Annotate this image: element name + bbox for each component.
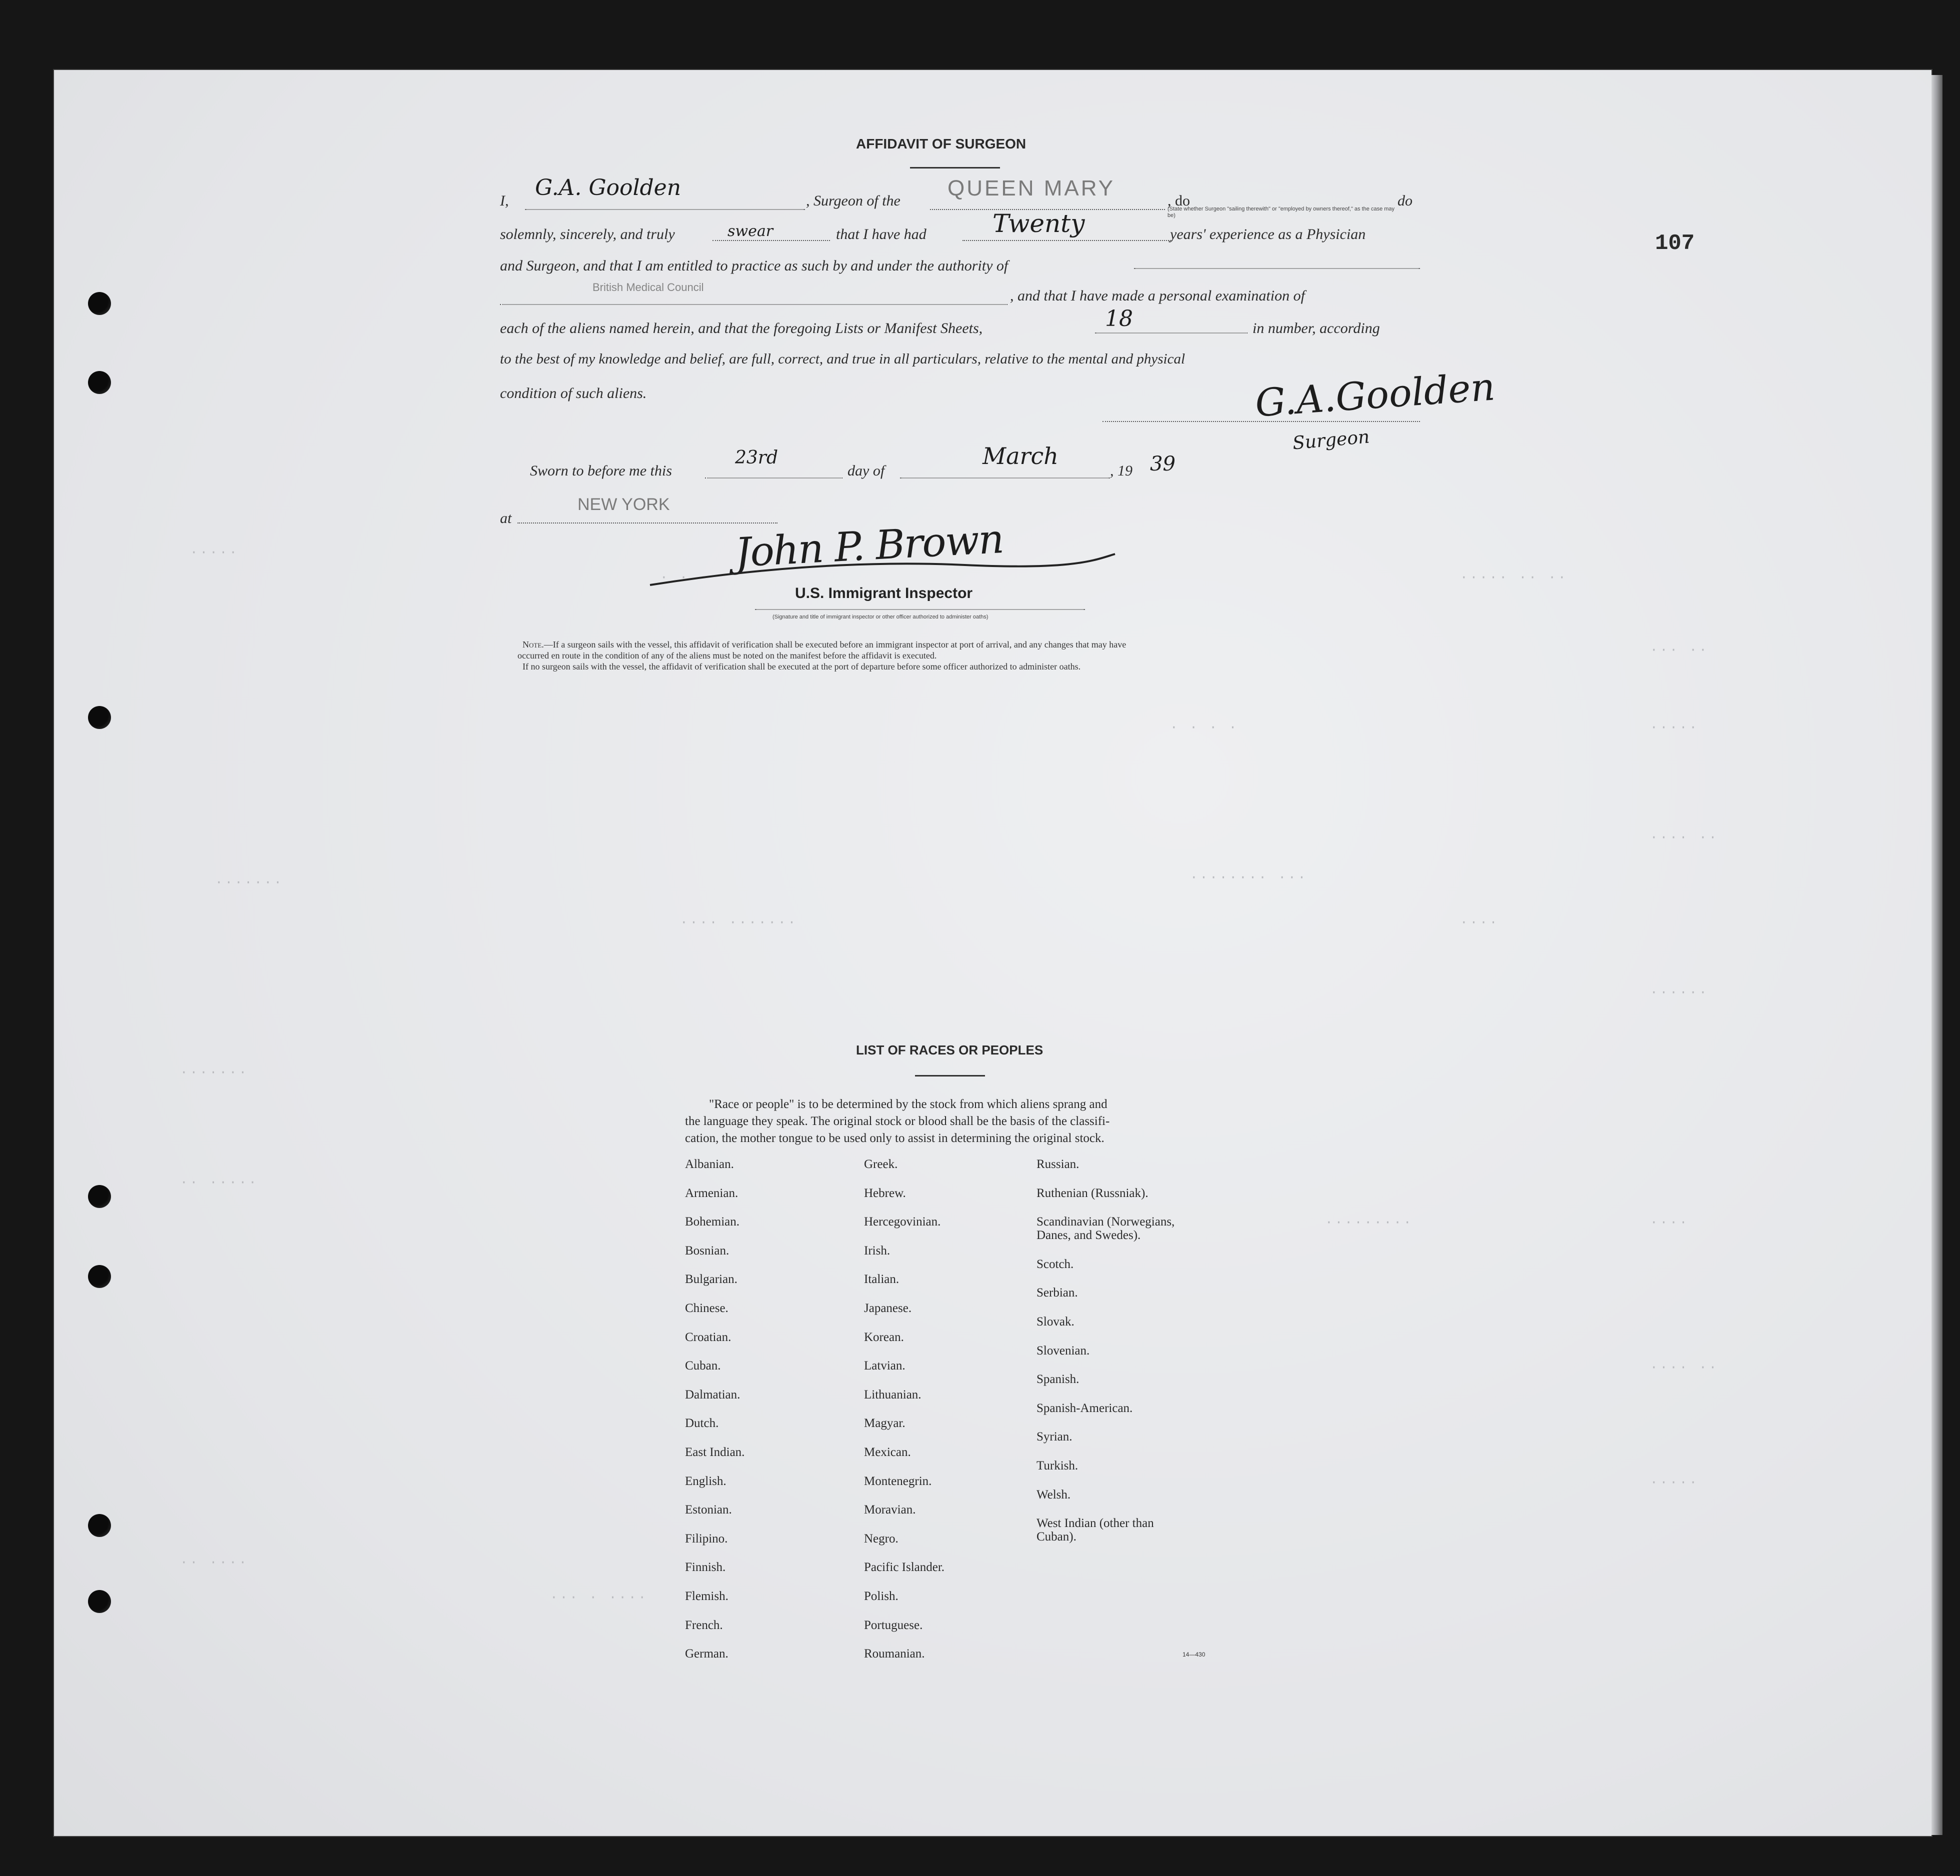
race-item: Estonian. bbox=[685, 1503, 732, 1517]
race-item: Albanian. bbox=[685, 1158, 734, 1171]
race-item: Scandinavian (Norwegians, bbox=[1036, 1215, 1175, 1229]
note-line3: If no surgeon sails with the vessel, the affidavit of verification shall be executed at the port of departure before some officer authorized to administer oaths. bbox=[522, 662, 1081, 672]
race-item: Moravian. bbox=[864, 1503, 916, 1517]
races-intro bbox=[685, 1096, 1110, 1147]
note-label: Note. bbox=[522, 640, 544, 650]
race-item: Hercegovinian. bbox=[864, 1215, 941, 1229]
punch-hole bbox=[88, 1265, 111, 1288]
race-item: Slovenian. bbox=[1036, 1344, 1090, 1358]
inspector-title: U.S. Immigrant Inspector bbox=[795, 585, 973, 602]
line1-end: , do bbox=[1168, 192, 1190, 209]
race-item: Japanese. bbox=[864, 1302, 912, 1315]
punch-hole bbox=[88, 1185, 111, 1208]
race-item: Korean. bbox=[864, 1330, 904, 1344]
races-intro-line1: "Race or people" is to be determined by the stock from which aliens sprang and bbox=[709, 1098, 1108, 1111]
note-line1 bbox=[522, 639, 1126, 650]
punch-hole bbox=[88, 706, 111, 729]
race-item: Chinese. bbox=[685, 1302, 728, 1315]
line2-end: years' experience as a Physician bbox=[1170, 226, 1366, 242]
years-value: Twenty bbox=[992, 209, 1085, 238]
form-number: 14—430 bbox=[1182, 1651, 1206, 1658]
races-title: LIST OF RACES OR PEOPLES bbox=[856, 1042, 1044, 1058]
punch-hole bbox=[88, 1514, 111, 1537]
authority-rule-b bbox=[500, 304, 1008, 305]
inspector-signature: John P. Brown bbox=[734, 516, 1004, 576]
race-item: Finnish. bbox=[685, 1560, 726, 1574]
years-rule bbox=[962, 240, 1172, 241]
race-item: Turkish. bbox=[1036, 1459, 1078, 1472]
race-item: East Indian. bbox=[685, 1446, 745, 1459]
race-item: Italian. bbox=[864, 1272, 900, 1286]
race-item: Welsh. bbox=[1036, 1488, 1071, 1502]
affidavit-title: AFFIDAVIT OF SURGEON bbox=[856, 136, 1026, 152]
title-underline bbox=[910, 167, 1000, 168]
at-label: at bbox=[500, 510, 512, 526]
line1-mid: , Surgeon of the bbox=[806, 192, 900, 209]
signature-flourish bbox=[645, 550, 1120, 590]
surgeon-signature-title: Surgeon bbox=[1292, 426, 1370, 454]
race-item: Roumanian. bbox=[864, 1647, 925, 1661]
manifest-sheet bbox=[54, 70, 1932, 1836]
race-item: Negro. bbox=[864, 1532, 898, 1546]
line5-pre: each of the aliens named herein, and that the foregoing Lists or Manifest Sheets, bbox=[500, 320, 983, 336]
day-of: day of bbox=[848, 462, 885, 479]
race-item: English. bbox=[685, 1474, 726, 1488]
verification-note bbox=[518, 639, 1126, 672]
race-item: Spanish. bbox=[1036, 1372, 1080, 1386]
surgeon-name-rule bbox=[525, 209, 805, 210]
race-item: Syrian. bbox=[1036, 1430, 1072, 1444]
line2-pre: solemnly, sincerely, and truly bbox=[500, 226, 675, 242]
race-item: Dutch. bbox=[685, 1416, 719, 1430]
race-item: Bulgarian. bbox=[685, 1272, 738, 1286]
race-item: Spanish-American. bbox=[1036, 1401, 1133, 1415]
races-title-underline bbox=[915, 1075, 985, 1076]
punch-hole bbox=[88, 292, 111, 315]
race-item: Cuban). bbox=[1036, 1530, 1076, 1544]
surgeon-name: G.A. Goolden bbox=[535, 175, 682, 200]
race-item: Russian. bbox=[1036, 1158, 1080, 1171]
race-item: Portuguese. bbox=[864, 1618, 923, 1632]
punch-hole bbox=[88, 1590, 111, 1613]
race-item: Cuban. bbox=[685, 1359, 721, 1373]
race-item: Armenian. bbox=[685, 1186, 738, 1200]
oath-word: swear bbox=[728, 222, 774, 240]
do-word: do bbox=[1398, 192, 1412, 209]
race-item: German. bbox=[685, 1647, 728, 1661]
sheet-edge bbox=[1932, 75, 1942, 1835]
race-item: Polish. bbox=[864, 1590, 898, 1603]
vessel-note-text: (State whether Surgeon "sailing therewith" or "employed by owners thereof," as the case may be) bbox=[1168, 206, 1395, 218]
race-item: Greek. bbox=[864, 1158, 898, 1171]
page-number: 107 bbox=[1655, 231, 1695, 256]
sworn-pre: Sworn to before me this bbox=[530, 462, 672, 479]
sworn-day: 23rd bbox=[735, 448, 778, 468]
line2-mid: that I have had bbox=[836, 226, 926, 242]
race-item: West Indian (other than bbox=[1036, 1516, 1154, 1530]
note-line2: occurred en route in the condition of any of the aliens must be noted on the manifest before the affidavit is executed. bbox=[518, 650, 937, 660]
location-rule bbox=[518, 522, 778, 524]
sworn-month: March bbox=[982, 442, 1058, 470]
line4-end: , and that I have made a personal examination of bbox=[1010, 288, 1305, 304]
authority-value: British Medical Council bbox=[592, 281, 704, 294]
line7: condition of such aliens. bbox=[500, 385, 647, 402]
line5-end: in number, according bbox=[1252, 320, 1380, 336]
race-item: Serbian. bbox=[1036, 1286, 1078, 1300]
race-item: Bosnian. bbox=[685, 1244, 730, 1258]
race-item: Flemish. bbox=[685, 1590, 728, 1603]
race-item: Magyar. bbox=[864, 1416, 906, 1430]
sworn-year: 39 bbox=[1150, 452, 1176, 476]
oath-rule bbox=[712, 240, 830, 241]
vessel-name: QUEEN MARY bbox=[948, 176, 1116, 200]
year-prefix: , 19 bbox=[1110, 462, 1132, 479]
race-item: Montenegrin. bbox=[864, 1474, 932, 1488]
race-item: Hebrew. bbox=[864, 1186, 906, 1200]
races-intro-line3: cation, the mother tongue to be used only to assist in determining the original stock. bbox=[685, 1132, 1104, 1145]
sheets-value: 18 bbox=[1105, 306, 1133, 332]
race-item: Scotch. bbox=[1036, 1257, 1074, 1271]
authority-rule-a bbox=[1134, 268, 1420, 269]
line3: and Surgeon, and that I am entitled to practice as such by and under the authority of bbox=[500, 258, 1008, 274]
line1-pre: I, bbox=[500, 192, 509, 209]
punch-hole bbox=[88, 371, 111, 394]
vessel-note bbox=[1168, 206, 1398, 219]
surgeon-signature: G.A.Goolden bbox=[1254, 364, 1496, 426]
signature-flourish-stroke bbox=[650, 554, 1115, 585]
race-item: Latvian. bbox=[864, 1359, 906, 1373]
race-item: Bohemian. bbox=[685, 1215, 740, 1229]
race-item: Mexican. bbox=[864, 1446, 911, 1459]
sheets-rule bbox=[1095, 332, 1248, 334]
line6: to the best of my knowledge and belief, are full, correct, and true in all particulars, relative to the mental and physical bbox=[500, 351, 1186, 367]
race-item: Filipino. bbox=[685, 1532, 728, 1546]
race-item: Dalmatian. bbox=[685, 1388, 740, 1402]
race-item: Irish. bbox=[864, 1244, 890, 1258]
race-item: French. bbox=[685, 1618, 723, 1632]
race-item: Danes, and Swedes). bbox=[1036, 1228, 1141, 1242]
race-item: Slovak. bbox=[1036, 1315, 1074, 1328]
races-intro-line2: the language they speak. The original stock or blood shall be the basis of the classifi- bbox=[685, 1114, 1110, 1128]
inspector-note: (Signature and title of immigrant inspector or other officer authorized to administer oaths) bbox=[772, 614, 988, 620]
inspector-rule bbox=[755, 609, 1085, 610]
location-value: NEW YORK bbox=[578, 495, 670, 514]
race-item: Lithuanian. bbox=[864, 1388, 922, 1402]
race-item: Pacific Islander. bbox=[864, 1560, 945, 1574]
note-line1-text: —If a surgeon sails with the vessel, this affidavit of verification shall be executed before an immigrant inspector at port of arrival, and any changes that may have bbox=[544, 640, 1126, 650]
race-item: Croatian. bbox=[685, 1330, 732, 1344]
race-item: Ruthenian (Russniak). bbox=[1036, 1186, 1148, 1200]
